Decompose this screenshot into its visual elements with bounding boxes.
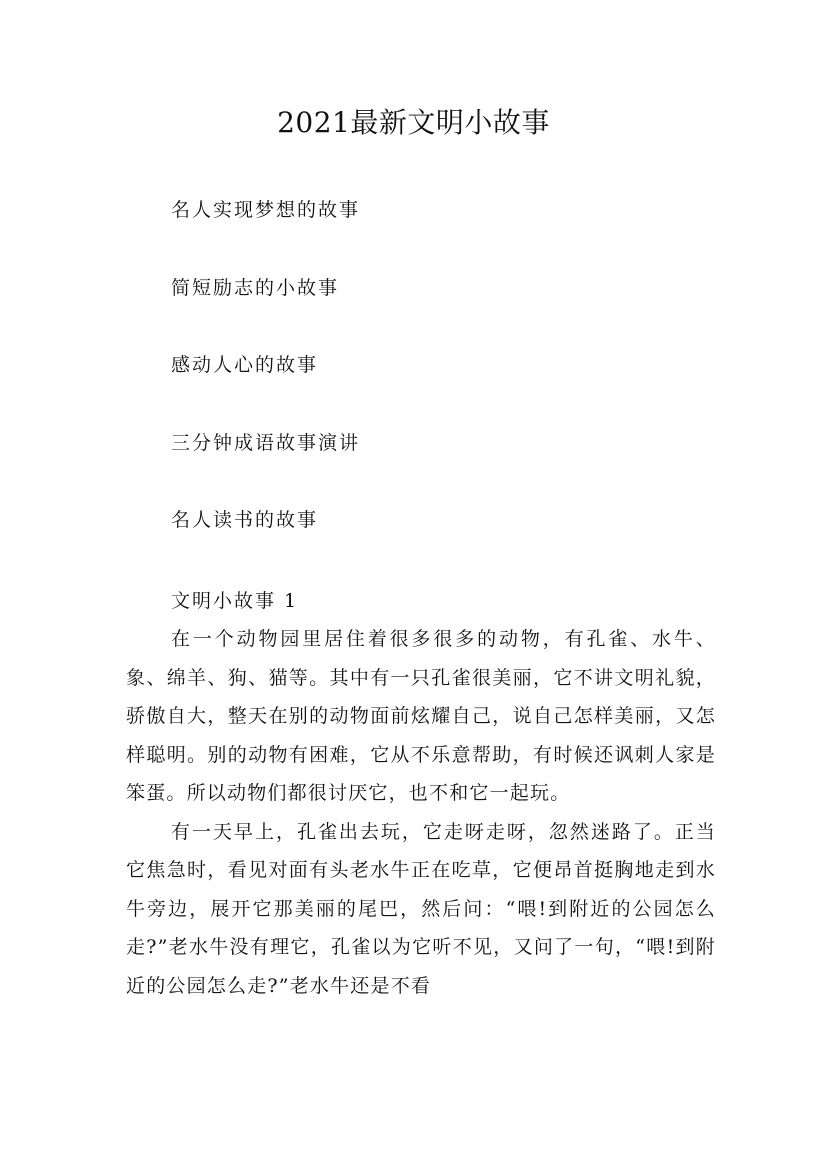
toc-item: 三分钟成语故事演讲 <box>171 431 361 454</box>
story-section <box>126 582 716 1005</box>
story-heading: 文明小故事 1 <box>171 590 299 612</box>
toc-item: 名人读书的故事 <box>171 509 319 531</box>
table-of-contents <box>171 194 731 582</box>
story-paragraph: 在一个动物园里居住着很多很多的动物，有孔雀、水牛、象、绵羊、狗、猫等。其中有一只孔雀很美丽，它不讲文明礼貌，骄傲自大，整天在别的动物面前炫耀自己，说自己怎样美丽，又怎样聪明。别的动物有困难，它从不乐意帮助，有时候还讽刺人家是笨蛋。所以动物们都很讨厌它，也不和它一起玩。 <box>126 628 716 804</box>
story-paragraph: 有一天早上，孔雀出去玩，它走呀走呀，忽然迷路了。正当它焦急时，看见对面有头老水牛正在吃草，它便昂首挺胸地走到水牛旁边，展开它那美丽的尾巴，然后问：“喂!到附近的公园怎么走?”老水牛没有理它，孔雀以为它听不见，又问了一句，“喂!到附近的公园怎么走?”老水牛还是不看 <box>126 820 716 997</box>
toc-item: 简短励志的小故事 <box>171 276 340 299</box>
toc-item: 感动人心的故事 <box>171 354 319 376</box>
toc-item: 名人实现梦想的故事 <box>171 199 361 221</box>
document-title: 2021最新文明小故事 <box>277 106 550 139</box>
